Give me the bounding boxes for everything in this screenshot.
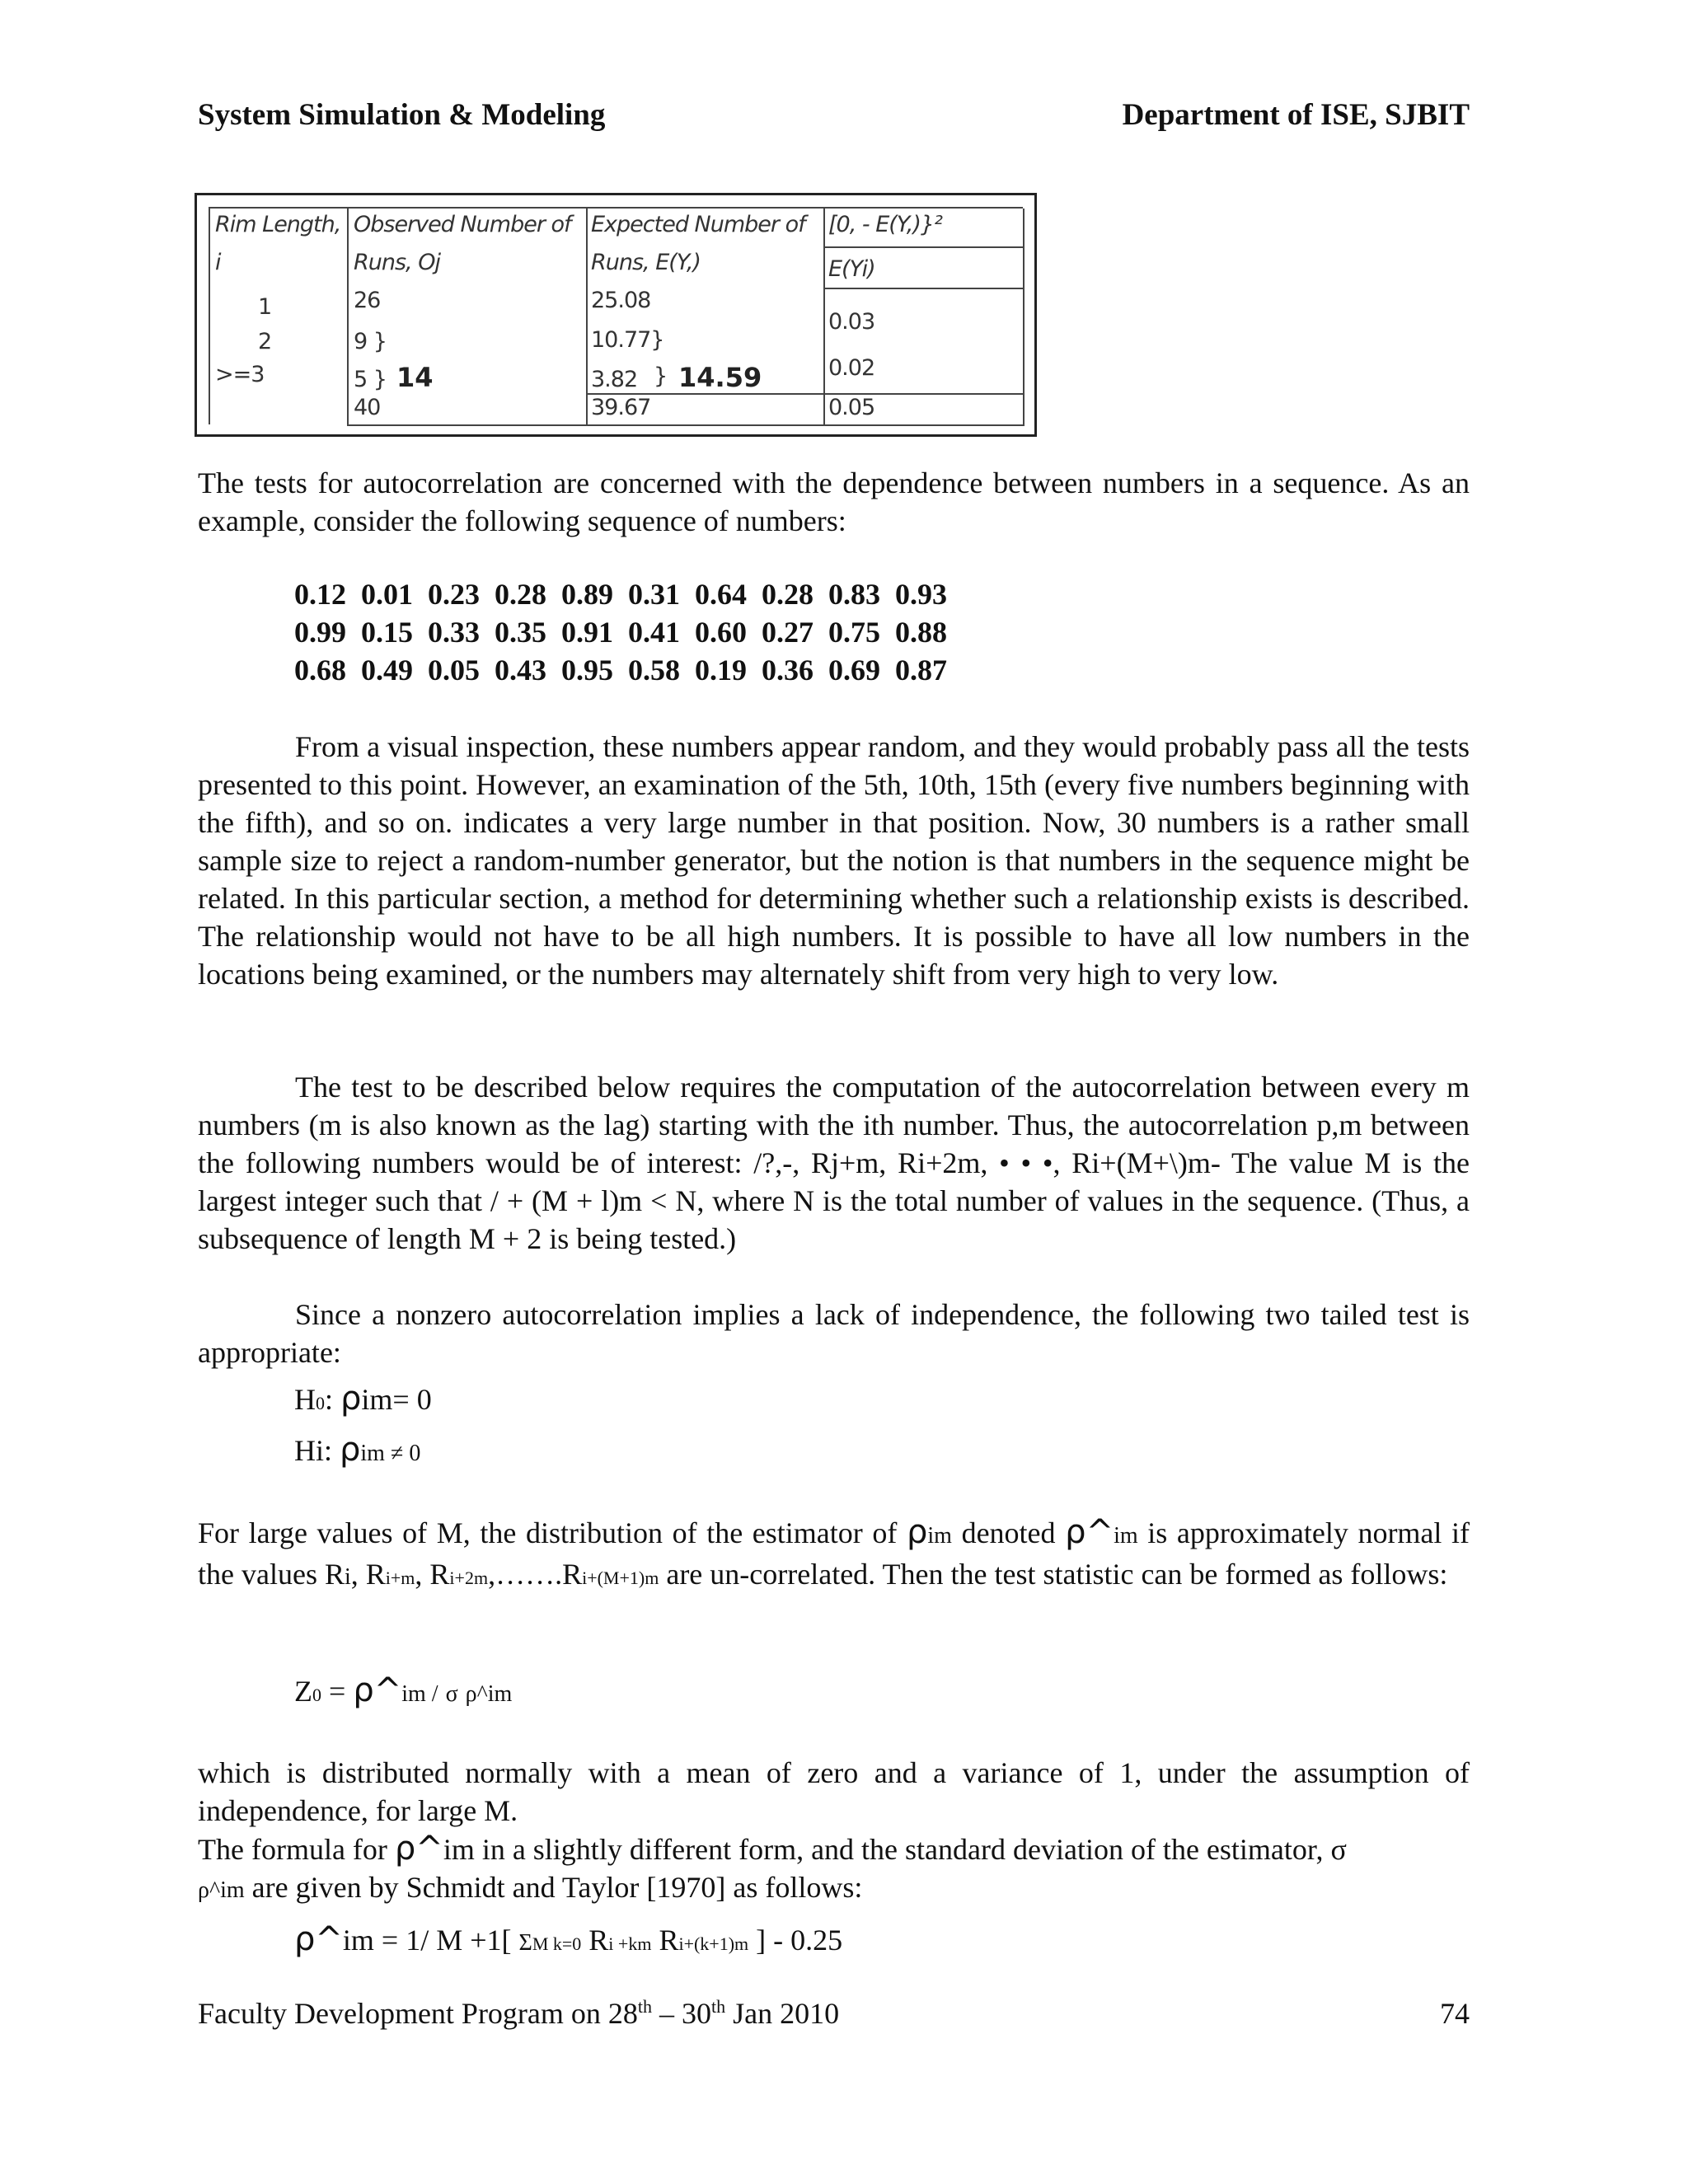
chi-value-total: 0.05 — [828, 395, 875, 420]
runs-table — [195, 193, 1037, 437]
col-observed-header: Observed Number of — [354, 212, 571, 237]
col-expected-header: Expected Number of — [591, 212, 805, 237]
observed-group-total: 14 — [396, 362, 434, 393]
two-tailed-paragraph: Since a nonzero autocorrelation implies a lack of independence, the following two tailed test is appropriate: — [198, 1298, 1470, 1369]
row1-observed: 26 — [354, 288, 381, 313]
test-statistic-equation: Z0 = ρ^im / σ ρ^im — [294, 1671, 513, 1709]
row3-observed: 5 } — [354, 367, 387, 392]
number-row: 0.99 0.15 0.33 0.35 0.91 0.41 0.60 0.27 0.75 0.88 — [294, 616, 947, 649]
page-number: 74 — [1440, 1997, 1470, 2030]
col-run-length-sub: i — [215, 250, 221, 275]
col-chi-sub: E(Yi) — [828, 256, 875, 282]
expected-group-total: 14.59 — [678, 362, 762, 393]
header-title: System Simulation & Modeling — [198, 98, 606, 132]
number-sequence — [294, 575, 947, 689]
row2-i: 2 — [258, 329, 272, 354]
chi-value-1: 0.03 — [828, 309, 875, 335]
col-observed-sub: Runs, Oj — [354, 250, 440, 275]
header-department: Department of ISE, SJBIT — [1122, 98, 1470, 132]
row3-i: >=3 — [215, 362, 265, 387]
row3-expected: 3.82 — [591, 367, 638, 392]
observed-total: 40 — [354, 395, 381, 420]
estimator-paragraph: For large values of M, the distribution of the estimator of ρim denoted ρ^im is approximately normal if the values Ri, Ri+m, Ri+2m,…….Ri+(M+1)m are un-correlated. Then the test statistic can be formed as follows: — [198, 1513, 1470, 1591]
footer-program: Faculty Development Program on 28th – 30th Jan 2010 — [198, 1996, 840, 2030]
col-chi-header: [0, - E(Y,)}² — [828, 212, 942, 237]
row2-expected: 10.77} — [591, 327, 664, 353]
autocorrelation-formula: ρ^im = 1/ M +1[ ΣM k=0 Ri +km Ri+(k+1)m ] - 0.25 — [294, 1920, 843, 1958]
chi-value-2: 0.02 — [828, 355, 875, 381]
number-row: 0.12 0.01 0.23 0.28 0.89 0.31 0.64 0.28 0.83 0.93 — [294, 578, 947, 611]
distribution-paragraph: which is distributed normally with a mean of zero and a variance of 1, under the assumption of independence, for large M. — [198, 1756, 1470, 1827]
col-run-length-header: Rim Length, — [215, 212, 341, 237]
lag-paragraph: The test to be described below requires the computation of the autocorrelation between every m numbers (m is also known as the lag) starting with the ith number. Thus, the autocorrelation p,m between the following numbers would be of interest: /?,-, Rj+m, Ri+2m, • • •, Ri+(M+\)m- The value M is the largest integer such that / + (M + l)m < N, where N is the total number of values in the sequence. (Thus, a subsequence of length M + 2 is being tested.) — [198, 1071, 1470, 1255]
row2-observed: 9 } — [354, 329, 387, 354]
number-row: 0.68 0.49 0.05 0.43 0.95 0.58 0.19 0.36 0.69 0.87 — [294, 654, 947, 687]
intro-paragraph: The tests for autocorrelation are concerned with the dependence between numbers in a sequence. As an example, consider the following sequence of numbers: — [198, 466, 1470, 537]
expected-total: 39.67 — [591, 395, 651, 420]
visual-inspection-paragraph: From a visual inspection, these numbers appear random, and they would probably pass all the tests presented to this point. However, an examination of the 5th, 10th, 15th (every five numbers beginning with the fifth), and so on. indicates a very large number in that position. Now, 30 numbers is a rather small sample size to reject a random-number generator, but the notion is that numbers in the sequence might be related. In this particular section, a method for determining whether such a relationship exists is described. The relationship would not have to be all high numbers. It is possible to have all low numbers in the locations being examined, or the numbers may alternately shift from very high to very low. — [198, 730, 1470, 991]
row1-i: 1 — [258, 294, 272, 320]
row1-expected: 25.08 — [591, 288, 651, 313]
expected-brace: } — [654, 363, 668, 389]
col-expected-sub: Runs, E(Y,) — [591, 250, 701, 275]
hypothesis-h0: H0: ρim= 0 — [294, 1380, 432, 1418]
runs-table-grid — [209, 207, 1023, 424]
hypothesis-h1: Hi: ρim ≠ 0 — [294, 1431, 421, 1469]
schmidt-taylor-paragraph: The formula for ρ^im in a slightly different form, and the standard deviation of the estimator, σ ρ^im are given by Schmidt and Taylor [1970] as follows: — [198, 1830, 1347, 1904]
